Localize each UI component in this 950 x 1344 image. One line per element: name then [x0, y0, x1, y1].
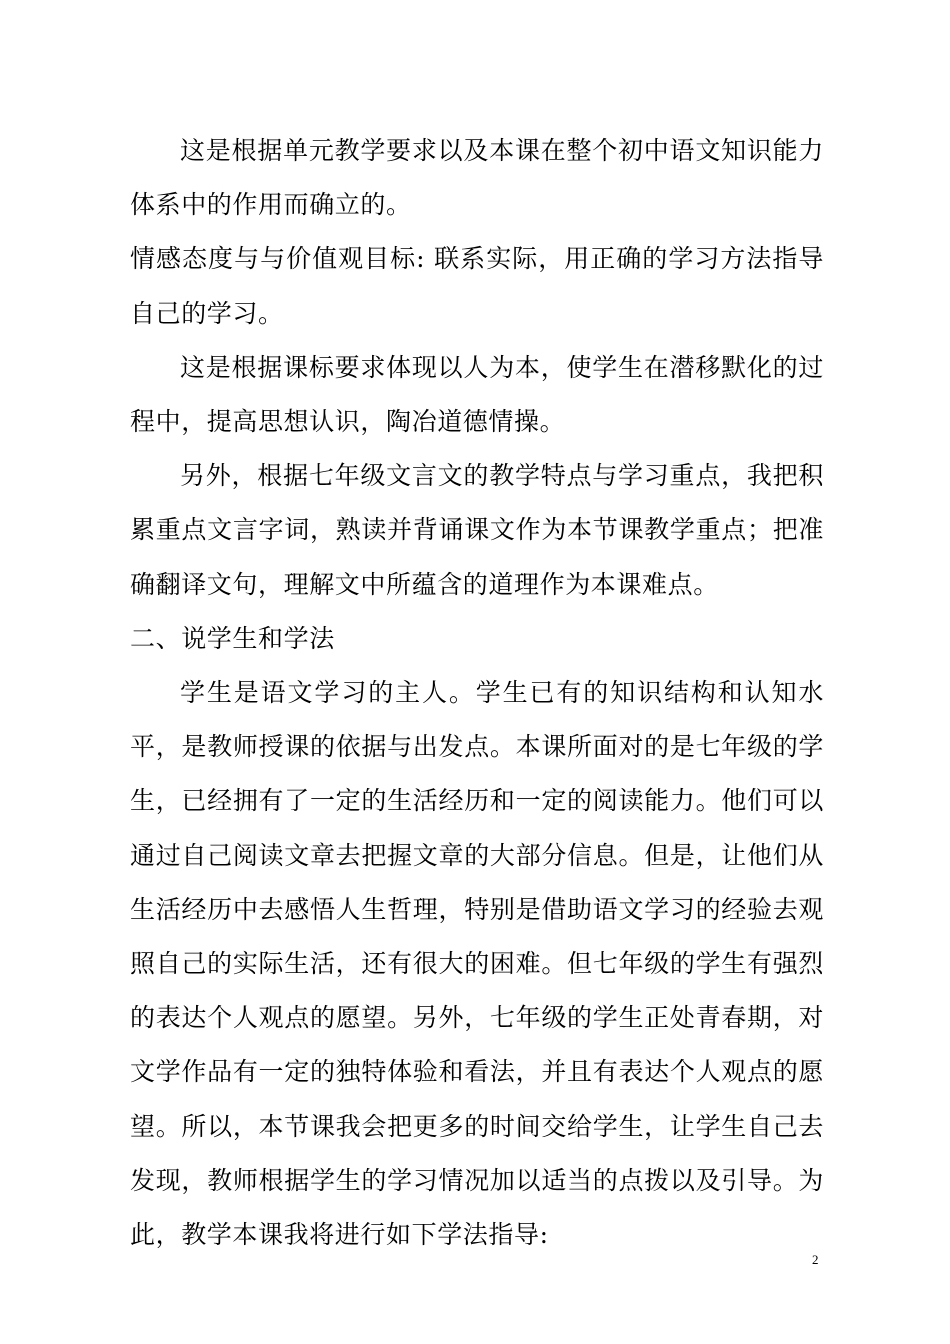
paragraph-objective-basis: 这是根据单元教学要求以及本课在整个初中语文知识能力体系中的作用而确立的。 [130, 136, 824, 220]
paragraph-student-analysis: 学生是语文学习的主人。学生已有的知识结构和认知水平，是教师授课的依据与出发点。本课所面对的是七年级的学生，已经拥有了一定的生活经历和一定的阅读能力。他们可以通过自己阅读文章去把握文章的大部分信息。但是，让他们从生活经历中去感悟人生哲理，特别是借助语文学习的经验去观照自己的实际生活，还有很大的困难。但七年级的学生有强烈的表达个人观点的愿望。另外，七年级的学生正处青春期，对文学作品有一定的独特体验和看法，并且有表达个人观点的愿望。所以，本节课我会把更多的时间交给学生，让学生自己去发现，教师根据学生的学习情况加以适当的点拨以及引导。为此，教学本课我将进行如下学法指导: [130, 678, 824, 1250]
page-number: 2 [812, 1252, 819, 1267]
paragraph-curriculum-basis: 这是根据课标要求体现以人为本，使学生在潜移默化的过程中，提高思想认识，陶冶道德情操。 [130, 352, 824, 437]
paragraph-emotion-goal: 情感态度与与价值观目标: 联系实际，用正确的学习方法指导自己的学习。 [130, 244, 824, 328]
document-body [130, 124, 824, 1262]
paragraph-key-difficult-points: 另外，根据七年级文言文的教学特点与学习重点，我把积累重点文言字词，熟读并背诵课文作为本节课教学重点；把准确翻译文句，理解文中所蕴含的道理作为本课难点。 [130, 461, 824, 599]
section-heading-students-methods: 二、说学生和学法 [130, 623, 335, 653]
